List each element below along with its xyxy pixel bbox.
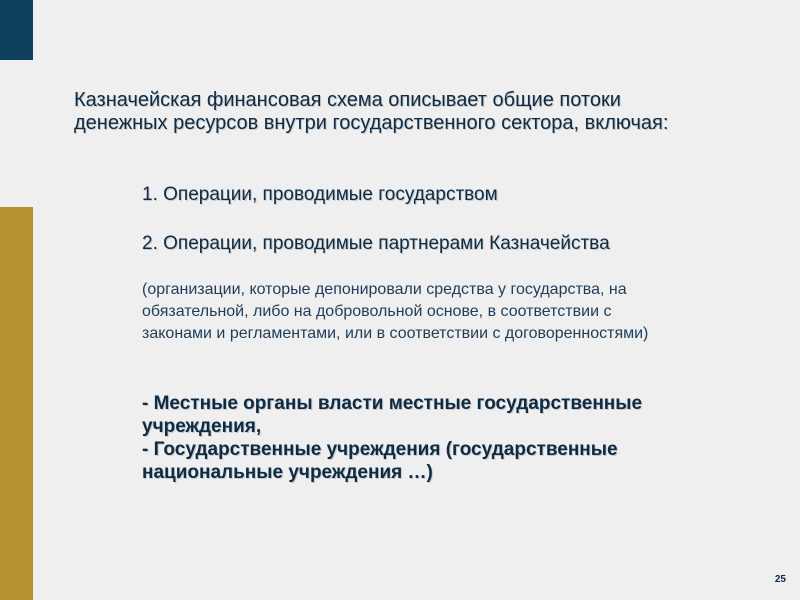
list-item-partner-operations: 2. Операции, проводимые партнерами Казначейства [142,233,610,254]
navy-accent-bar [0,0,33,60]
intro-paragraph: Казначейская финансовая схема описывает общие потоки денежных ресурсов внутри государственного сектора, включая: [74,89,669,134]
bullet-local-authorities: - Местные органы власти местные государственные учреждения, [142,393,643,437]
list-item-state-operations: 1. Операции, проводимые государством [142,184,498,205]
page-number: 25 [774,574,786,585]
gold-accent-bar [0,207,33,600]
bullet-state-institutions: - Государственные учреждения (государственные национальные учреждения …) [142,439,618,483]
institutions-block [142,392,682,484]
partner-operations-note: (организации, которые депонировали средства у государства, на обязательной, либо на добровольной основе, в соответствии с законами и регламентами, или в соответствии с договоренностями) [142,281,649,342]
